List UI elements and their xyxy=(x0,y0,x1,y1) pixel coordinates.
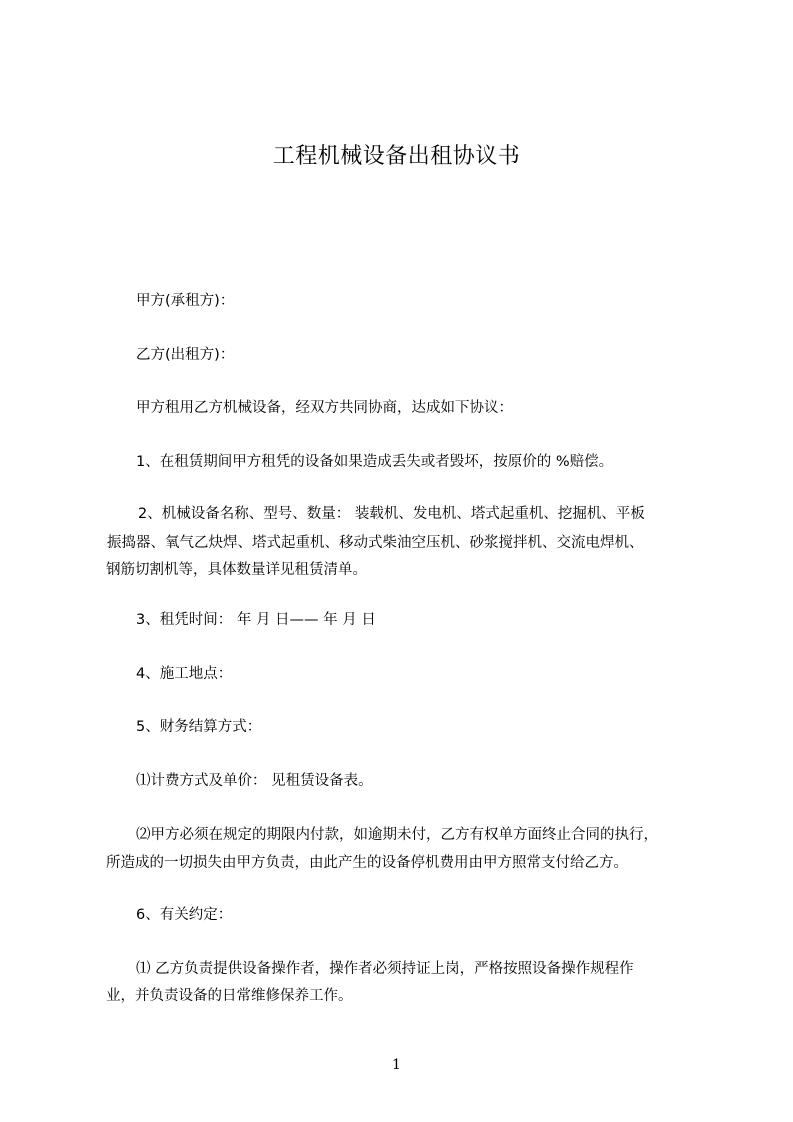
clause-5: 5、财务结算方式： xyxy=(136,719,262,735)
clause-5-item-2-line-2: 所造成的一切损失由甲方负责，由此产生的设备停机费用由甲方照常支付给乙方。 xyxy=(106,855,628,871)
clause-5-item-1: ⑴计费方式及单价： 见租赁设备表。 xyxy=(136,773,373,789)
clause-6-item-1-line-2: 业，并负责设备的日常维修保养工作。 xyxy=(106,988,353,1004)
clause-1: 1、在租赁期间甲方租凭的设备如果造成丢失或者毁坏，按原价的 %赔偿。 xyxy=(136,454,614,470)
clause-3: 3、租凭时间： 年 月 日—— 年 月 日 xyxy=(136,612,376,628)
clause-6: 6、有关约定： xyxy=(136,907,233,923)
document-title: 工程机械设备出租协议书 xyxy=(272,144,521,169)
party-b-line: 乙方(出租方)： xyxy=(136,347,235,363)
clause-5-item-2-line-1: ⑵甲方必须在规定的期限内付款，如逾期未付，乙方有权单方面终止合同的执行， xyxy=(136,827,658,843)
clause-4: 4、施工地点： xyxy=(136,666,233,682)
clause-2-line-3: 钢筋切割机等，具体数量详见租赁清单。 xyxy=(106,562,367,578)
clause-2-line-2: 振捣器、氧气乙炔焊、塔式起重机、移动式柴油空压机、砂浆搅拌机、交流电焊机、 xyxy=(107,535,644,551)
clause-2-line-1: 2、机械设备名称、型号、数量： 装载机、发电机、塔式起重机、挖掘机、平板 xyxy=(138,506,645,522)
clause-6-item-1-line-1: ⑴ 乙方负责提供设备操作者，操作者必须持证上岗，严格按照设备操作规程作 xyxy=(136,961,634,977)
party-a-line: 甲方(承租方)： xyxy=(136,293,235,309)
intro-paragraph: 甲方租用乙方机械设备，经双方共同协商，达成如下协议： xyxy=(136,400,513,416)
page-number: 1 xyxy=(392,1057,401,1073)
